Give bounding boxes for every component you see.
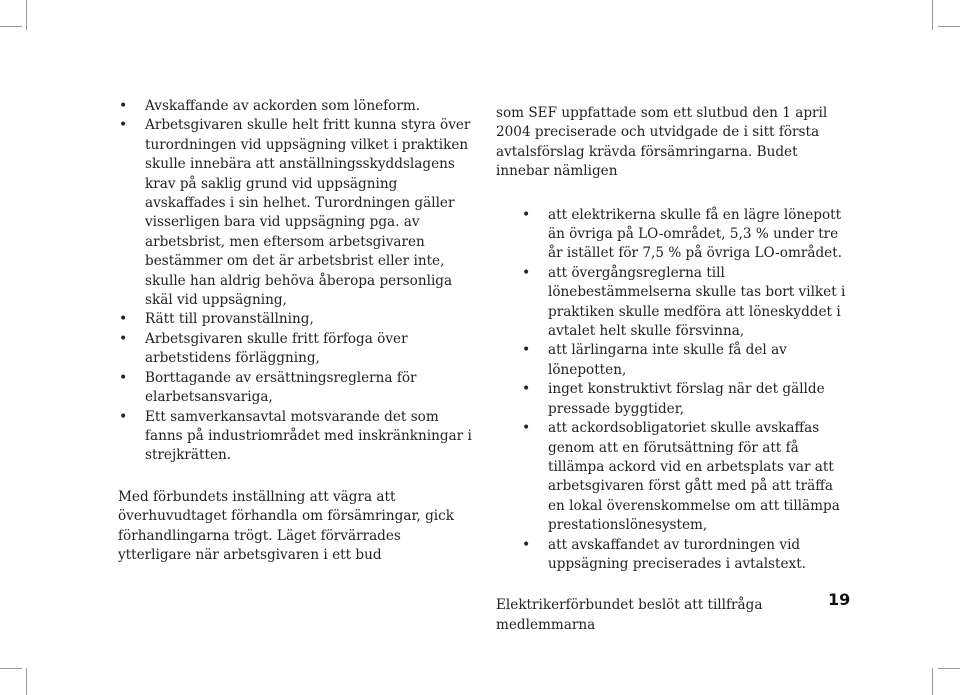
left-column [118,97,476,565]
list-item: • Arbetsgivaren skulle helt fritt kunna styra över turordningen vid uppsägning vilket i praktiken skulle innebära att anställningsskyddslagens krav på saklig grund vid uppsägning avskaffades i sin helhet. Turordningen gäller visserligen bara vid uppsägning pga. av arbetsbrist, men eftersom arbetsgivaren bestämmer om det är arbetsbrist eller inte, skulle han aldrig behöva åberopa personliga skäl vid uppsägning, [145,116,476,310]
right-column [496,104,854,635]
crop-mark [0,668,22,669]
list-item: • att elektrikerna skulle få en lägre lönepott än övriga på LO-området, 5,3 % under tre år istället för 7,5 % på övriga LO-området. [548,206,854,264]
offer-list [548,206,854,575]
list-item: • att avskaffandet av turordningen vid uppsägning preciserades i avtalstext. [548,536,854,575]
crop-mark [932,668,933,695]
body-paragraph: som SEF uppfattade som ett slutbud den 1 april 2004 preciserade och utvidgade de i sitt första avtalsförslag krävda försämringarna. Budet innebar nämligen [496,105,828,180]
list-item: • Ett samverkansavtal motsvarande det som fanns på industriområdet med inskränkningar i strejkrätten. [145,408,476,466]
demands-list [145,97,476,466]
list-item: • att ackordsobligatoriet skulle avskaffas genom att en förutsättning för att få tillämpa ackord vid en arbetsplats var att arbetsgivaren först gått med på att träffa en lokal överenskommelse om att tillämpa prestationslönesystem, [548,419,854,535]
crop-mark [0,26,22,27]
page-number: 19 [828,590,851,609]
list-item: • att övergångsreglerna till lönebestämmelserna skulle tas bort vilket i praktiken skulle medföra att löneskyddet i avtalet helt skulle försvinna, [548,264,854,342]
crop-mark [932,0,933,30]
list-item: • inget konstruktivt förslag när det gällde pressade byggtider, [548,380,854,419]
list-item: • Avskaffande av ackorden som löneform. [145,97,476,116]
list-item: • att lärlingarna inte skulle få del av lönepotten, [548,341,854,380]
body-paragraph: Med förbundets inställning att vägra att överhuvudtaget förhandla om försämringar, gick förhandlingarna trögt. Läget förvärrades ytterligare när arbetsgivaren i ett bud [118,488,454,563]
crop-mark [26,0,27,30]
crop-mark [938,26,960,27]
crop-mark [938,668,960,669]
list-item: • Rätt till provanställning, [145,310,476,329]
list-item: • Arbetsgivaren skulle fritt förfoga över arbetstidens förläggning, [145,330,476,369]
crop-mark [26,668,27,695]
list-item: • Borttagande av ersättningsreglerna för elarbetsansvariga, [145,369,476,408]
body-paragraph: Elektrikerförbundet beslöt att tillfråga medlemmarna [496,597,763,633]
